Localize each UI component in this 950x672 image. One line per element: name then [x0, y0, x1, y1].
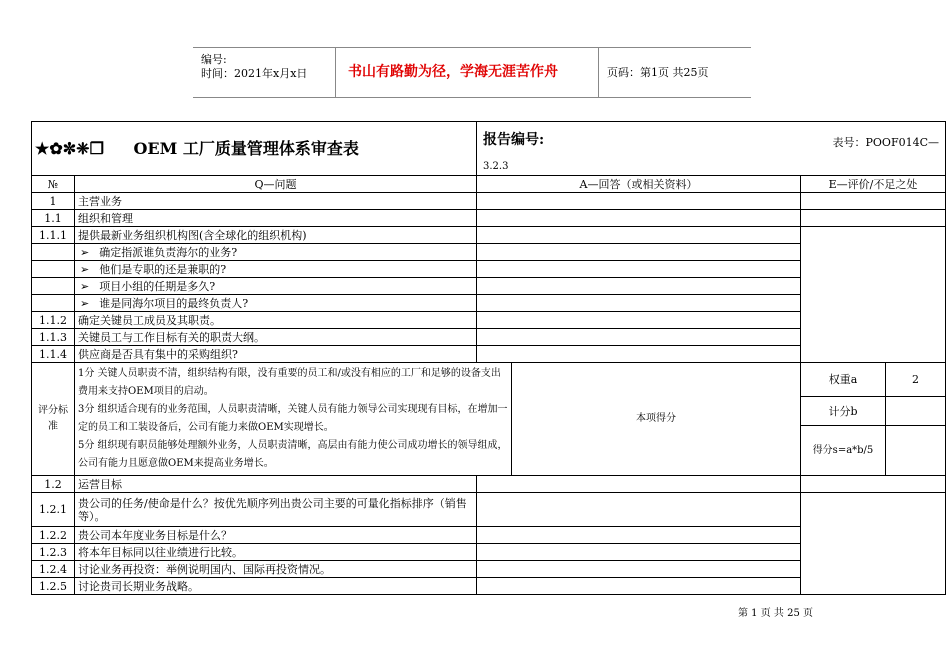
question-cell [75, 244, 477, 261]
rubric-line: 3分 组织适合现有的业务范围，人员职责清晰，关键人员有能力领导公司实现现有目标，在增加一定的员工和工装设备后，公司有能力来做OEM实现增长。 [78, 404, 508, 433]
report-no-label: 报告编号: [483, 132, 545, 148]
question-cell [75, 261, 477, 278]
item-number: 1 [32, 193, 75, 210]
title-row [32, 122, 946, 176]
answer-cell[interactable] [477, 527, 801, 544]
page-header [193, 47, 751, 98]
page-indicator: 页码：第1页 共25页 [607, 66, 709, 79]
points-label: 计分b [801, 397, 886, 426]
answer-cell[interactable] [477, 561, 801, 578]
item-number: 1.1.2 [32, 312, 75, 329]
item-number: 1.1.3 [32, 329, 75, 346]
item-number: 1.2.5 [32, 578, 75, 595]
table-row [32, 227, 946, 244]
rubric-line: 5分 组织现有职员能够处理额外业务，人员职责清晰，高层由有能力使公司成功增长的领导组成，公司有能力且愿意做OEM来提高业务增长。 [78, 440, 508, 469]
weight-value: 2 [886, 363, 946, 397]
answer-cell[interactable] [477, 210, 801, 227]
item-number [32, 244, 75, 261]
question-cell [75, 278, 477, 295]
answer-cell[interactable] [477, 312, 801, 329]
question-cell [75, 329, 477, 346]
bullet-arrow-icon: ➢ [80, 262, 90, 276]
title-symbols: ★✿✼❈❒ [35, 139, 104, 158]
question-cell: 将本年目标同以往业绩进行比较。 [75, 544, 477, 561]
score-label: 本项得分 [512, 363, 801, 476]
col-answer: A—回答（或相关资料） [477, 176, 801, 193]
answer-cell[interactable] [477, 295, 801, 312]
question-text: 组织和管理 [78, 211, 133, 225]
item-number: 1.2.3 [32, 544, 75, 561]
question-cell: 贵公司的任务/使命是什么？按优先顺序列出贵公司主要的可量化指标排序（销售等）。 [75, 493, 477, 527]
rubric-text [75, 363, 512, 476]
item-number: 1.1.1 [32, 227, 75, 244]
question-text: 提供最新业务组织机构图(含全球化的组织机构) [78, 228, 307, 242]
weight-label: 权重a [801, 363, 886, 397]
eval-cell[interactable] [801, 493, 946, 595]
answer-cell[interactable] [477, 193, 801, 210]
item-number [32, 278, 75, 295]
eval-cell[interactable] [801, 210, 946, 227]
item-number [32, 295, 75, 312]
item-number [32, 261, 75, 278]
question-cell: 运营目标 [75, 476, 477, 493]
answer-cell[interactable] [477, 493, 801, 527]
item-number: 1.2.2 [32, 527, 75, 544]
table-row [32, 493, 946, 527]
rubric-label: 评分标准 [32, 363, 75, 476]
answer-cell[interactable] [477, 227, 801, 244]
question-cell [75, 227, 477, 244]
form-version: 3.2.3 [483, 161, 509, 172]
table-row [32, 193, 946, 210]
question-text: 他们是专职的还是兼职的? [99, 262, 227, 276]
score-formula-label: 得分s=a*b/5 [801, 426, 886, 476]
form-number: 表号：POOF014C— [832, 136, 939, 149]
answer-cell[interactable] [477, 346, 801, 363]
question-cell [75, 193, 477, 210]
question-cell: 贵公司本年度业务目标是什么？ [75, 527, 477, 544]
report-cell [477, 122, 946, 176]
question-cell [75, 312, 477, 329]
eval-cell[interactable] [801, 476, 946, 493]
question-text: 谁是同海尔项目的最终负责人? [99, 296, 249, 310]
answer-cell[interactable] [477, 244, 801, 261]
question-cell: 讨论业务再投资：举例说明国内、国际再投资情况。 [75, 561, 477, 578]
answer-cell[interactable] [477, 329, 801, 346]
table-row [32, 210, 946, 227]
question-cell: 讨论贵司长期业务战略。 [75, 578, 477, 595]
answer-cell[interactable] [477, 544, 801, 561]
answer-cell[interactable] [477, 578, 801, 595]
item-number: 1.1 [32, 210, 75, 227]
eval-cell[interactable] [801, 227, 946, 363]
header-info [193, 48, 335, 97]
form-title-cell [32, 122, 477, 176]
audit-table [31, 121, 946, 595]
rubric-row [32, 363, 946, 397]
motto: 书山有路勤为径，学海无涯苦作舟 [335, 48, 599, 97]
column-header-row [32, 176, 946, 193]
form-title: OEM 工厂质量管理体系审查表 [133, 139, 359, 158]
question-text: 供应商是否具有集中的采购组织? [78, 347, 238, 361]
question-text: 项目小组的任期是多久? [99, 279, 216, 293]
time-label: 时间：2021年x月x日 [201, 67, 308, 80]
question-cell [75, 295, 477, 312]
bullet-arrow-icon: ➢ [80, 245, 90, 259]
item-number: 1.2.4 [32, 561, 75, 578]
question-text: 确定指派谁负责海尔的业务? [99, 245, 238, 259]
answer-cell[interactable] [477, 278, 801, 295]
bullet-arrow-icon: ➢ [80, 279, 90, 293]
question-text: 确定关键员工成员及其职责。 [78, 313, 221, 327]
number-label: 编号: [201, 53, 227, 66]
bullet-arrow-icon: ➢ [80, 296, 90, 310]
col-question: Q—问题 [75, 176, 477, 193]
score-value[interactable] [886, 426, 946, 476]
points-value[interactable] [886, 397, 946, 426]
item-number: 1.1.4 [32, 346, 75, 363]
table-row [32, 476, 946, 493]
question-cell [75, 210, 477, 227]
page-footer: 第 1 页 共 25 页 [738, 608, 813, 619]
question-text: 关键员工与工作目标有关的职责大纲。 [78, 330, 265, 344]
item-number: 1.2.1 [32, 493, 75, 527]
col-no: № [32, 176, 75, 193]
item-number: 1.2 [32, 476, 75, 493]
answer-cell[interactable] [477, 261, 801, 278]
col-eval: E—评价/不足之处 [801, 176, 946, 193]
question-cell [75, 346, 477, 363]
rubric-line: 1分 关键人员职责不清，组织结构有限，没有重要的员工和/或没有相应的工厂和足够的设备支出费用来支持OEM项目的启动。 [78, 368, 501, 397]
question-text: 主营业务 [78, 194, 122, 208]
answer-cell[interactable] [477, 476, 801, 493]
eval-cell[interactable] [801, 193, 946, 210]
